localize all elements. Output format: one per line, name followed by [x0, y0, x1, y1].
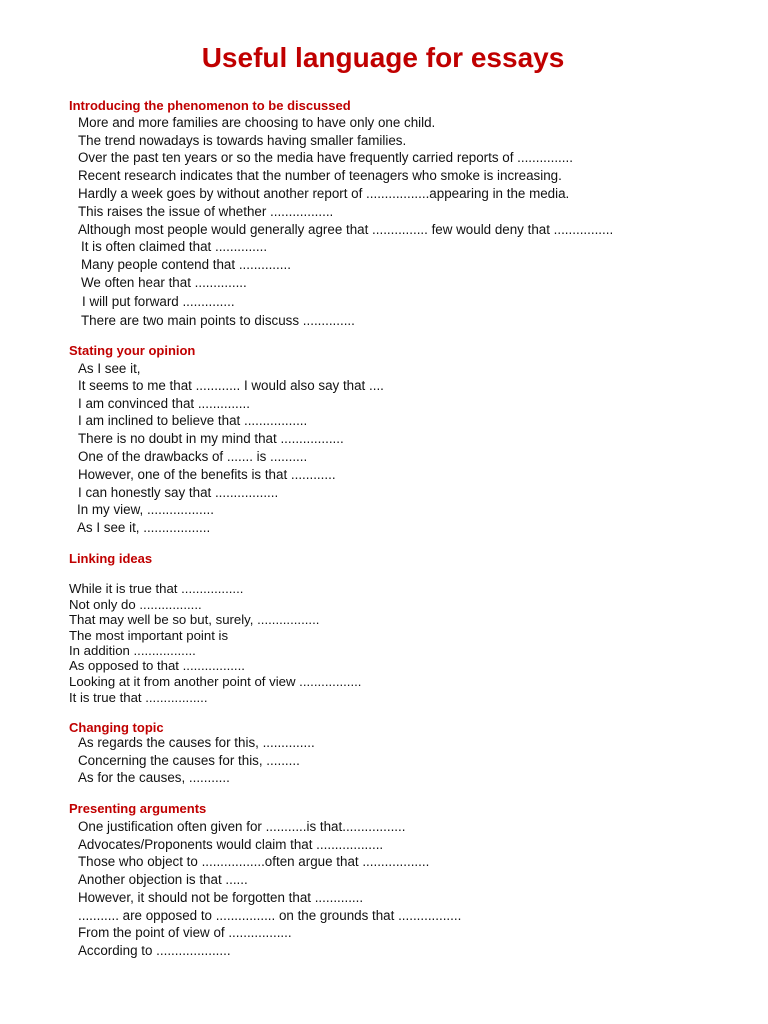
phrase-line: However, it should not be forgotten that ............. — [78, 890, 364, 905]
phrase-line: There are two main points to discuss .............. — [81, 313, 355, 328]
phrase-line: One justification often given for ...........is that................. — [78, 819, 406, 834]
phrase-line: More and more families are choosing to have only one child. — [78, 115, 436, 130]
phrase-line: It is true that ................. — [69, 690, 208, 705]
phrase-line: Hardly a week goes by without another report of .................appearing in the media. — [78, 186, 570, 201]
phrase-line: The most important point is — [69, 628, 229, 643]
phrase-line: According to .................... — [78, 943, 231, 958]
phrase-line: From the point of view of ................. — [78, 925, 292, 940]
phrase-line: As opposed to that ................. — [69, 658, 245, 673]
phrase-line: ........... are opposed to ................ on the grounds that ................. — [78, 908, 462, 923]
phrase-line: As regards the causes for this, .............. — [78, 735, 315, 750]
section-heading: Stating your opinion — [69, 343, 196, 358]
phrase-line: Those who object to .................often argue that .................. — [78, 854, 430, 869]
phrase-line: In my view, .................. — [77, 502, 214, 517]
phrase-line: Concerning the causes for this, ......... — [78, 753, 300, 768]
section-heading: Presenting arguments — [69, 801, 207, 816]
phrase-line: As I see it, — [78, 361, 141, 376]
phrase-line: Many people contend that .............. — [81, 257, 291, 272]
phrase-line: This raises the issue of whether ................. — [78, 204, 334, 219]
phrase-line: One of the drawbacks of ....... is .......... — [78, 449, 308, 464]
phrase-line: However, one of the benefits is that ............ — [78, 467, 336, 482]
phrase-line: I can honestly say that ................. — [78, 485, 279, 500]
phrase-line: I will put forward .............. — [82, 294, 235, 309]
phrase-line: That may well be so but, surely, ................. — [69, 612, 320, 627]
phrase-line: Advocates/Proponents would claim that .................. — [78, 837, 384, 852]
section-heading: Changing topic — [69, 720, 164, 735]
phrase-line: In addition ................. — [69, 643, 196, 658]
phrase-line: Over the past ten years or so the media have frequently carried reports of ............... — [78, 150, 573, 165]
section-heading: Introducing the phenomenon to be discussed — [69, 98, 351, 113]
phrase-line: The trend nowadays is towards having smaller families. — [78, 133, 407, 148]
phrase-line: We often hear that .............. — [81, 275, 247, 290]
phrase-line: There is no doubt in my mind that ................. — [78, 431, 344, 446]
phrase-line: I am inclined to believe that ................. — [78, 413, 308, 428]
phrase-line: It is often claimed that .............. — [81, 239, 268, 254]
phrase-line: Looking at it from another point of view ................. — [69, 674, 362, 689]
phrase-line: As for the causes, ........... — [78, 770, 230, 785]
phrase-line: Although most people would generally agree that ............... few would deny that ................ — [78, 222, 614, 237]
section-heading: Linking ideas — [69, 551, 153, 566]
phrase-line: While it is true that ................. — [69, 581, 244, 596]
phrase-line: It seems to me that ............ I would also say that .... — [78, 378, 384, 393]
phrase-line: I am convinced that .............. — [78, 396, 250, 411]
phrase-line: Another objection is that ...... — [78, 872, 248, 887]
phrase-line: Not only do ................. — [69, 597, 202, 612]
phrase-line: Recent research indicates that the number of teenagers who smoke is increasing. — [78, 168, 562, 183]
page-title: Useful language for essays — [201, 42, 565, 73]
phrase-line: As I see it, .................. — [77, 520, 211, 535]
